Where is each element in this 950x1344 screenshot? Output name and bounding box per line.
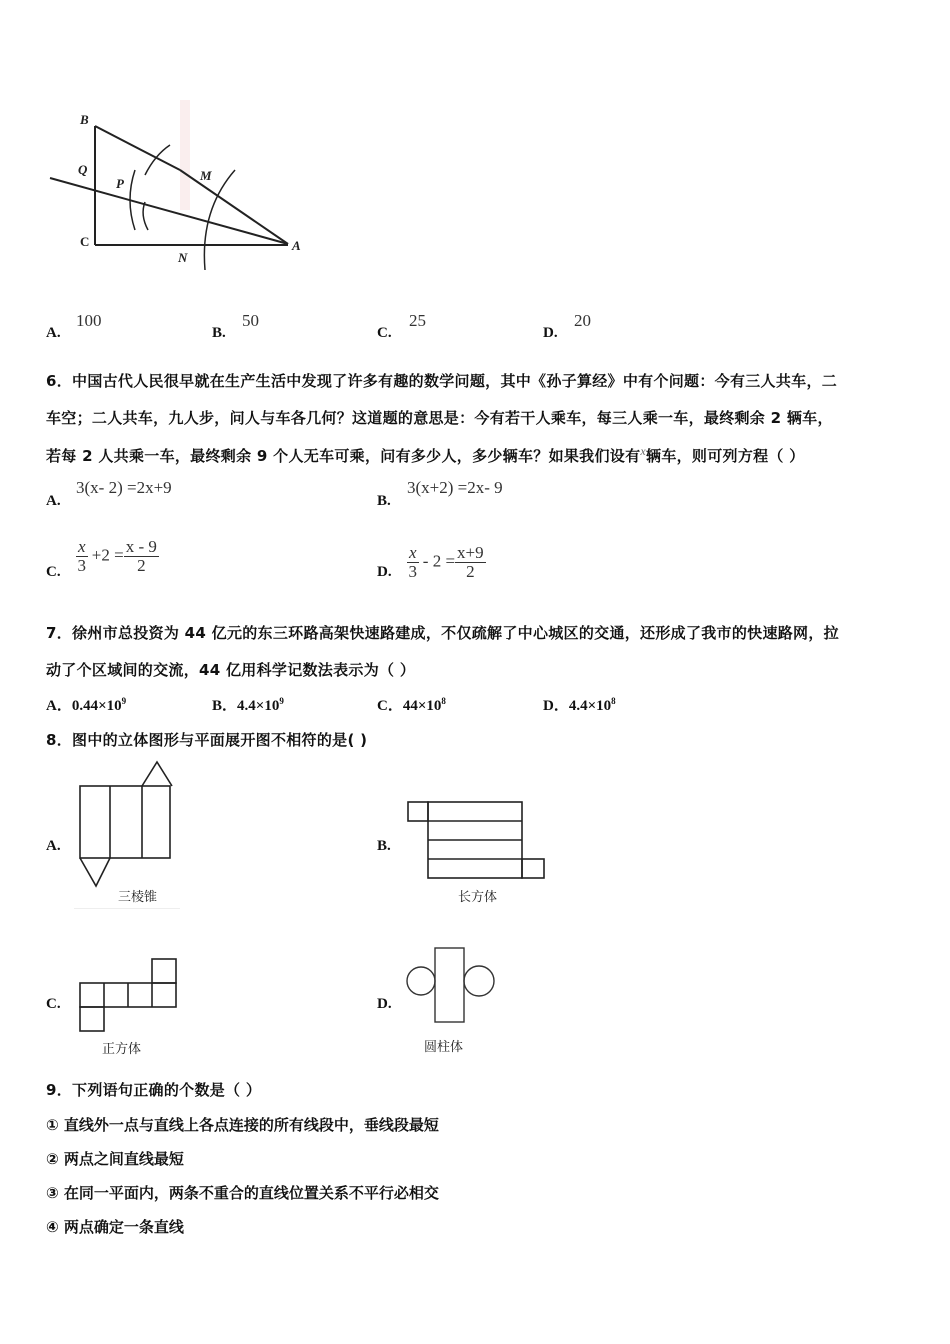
q9-statement-3: ③ 在同一平面内，两条不重合的直线位置关系不平行必相交 bbox=[46, 1184, 439, 1202]
point-label-a: A bbox=[292, 238, 301, 253]
point-label-p: P bbox=[116, 176, 124, 191]
q7-b-letter: B． bbox=[212, 698, 238, 714]
q6-d-den1: 3 bbox=[408, 562, 418, 581]
q6-text-line-1: 6．中国古代人民很早就在生产生活中发现了许多有趣的数学问题，其中《孙子算经》中有个问题：今有三人共车，二 bbox=[46, 372, 838, 390]
q7-option-c[interactable] bbox=[377, 694, 446, 715]
q7-option-a[interactable] bbox=[46, 694, 126, 715]
q8-option-c-net bbox=[74, 954, 182, 1058]
q5-option-b-value: 50 bbox=[242, 311, 259, 330]
q5-option-a-label[interactable]: A. bbox=[46, 325, 61, 341]
q6-d-den2: 2 bbox=[466, 562, 475, 581]
q7-d-letter: D． bbox=[543, 698, 569, 714]
q6-d-frac1 bbox=[407, 544, 419, 581]
q8-option-d-net bbox=[404, 944, 498, 1058]
q7-option-d[interactable] bbox=[543, 694, 616, 715]
q9-statement-1: ① 直线外一点与直线上各点连接的所有线段中，垂线段最短 bbox=[46, 1116, 439, 1134]
q6-option-d-equation bbox=[407, 544, 486, 581]
cuboid-net-icon bbox=[404, 796, 550, 886]
q7-a-base: 0.44×10 bbox=[71, 698, 122, 714]
q8-option-d-label[interactable]: D. bbox=[377, 996, 392, 1012]
q6-text-line-2: 车空；二人共车，九人步，问人与车各几何？这道题的意思是：今有若干人乘车，每三人乘一车，最终剩余 2 辆车， bbox=[46, 409, 833, 427]
q8-b-caption: 长方体 bbox=[458, 890, 498, 905]
q6-option-b-label[interactable]: B. bbox=[377, 493, 391, 509]
q5-option-a-value: 100 bbox=[76, 311, 102, 330]
q7-text-line-2: 动了个区域间的交流，44 亿用科学记数法表示为（ ） bbox=[46, 661, 416, 679]
q6-variable-x: x bbox=[640, 444, 647, 458]
q7-d-exp: 8 bbox=[611, 696, 616, 706]
q6-c-frac2 bbox=[124, 538, 159, 575]
cube-net-icon bbox=[74, 954, 182, 1034]
q6-option-c-equation bbox=[76, 538, 159, 575]
q7-b-base: 4.4×10 bbox=[237, 698, 280, 714]
q6-option-d-label[interactable]: D. bbox=[377, 564, 392, 580]
q7-a-letter: A． bbox=[46, 698, 72, 714]
q6-text-line-3 bbox=[46, 444, 805, 466]
q5-option-c-value: 25 bbox=[409, 311, 426, 330]
q8-d-caption: 圆柱体 bbox=[424, 1040, 464, 1055]
q5-option-d-value: 20 bbox=[574, 311, 591, 330]
q6-d-num1: x bbox=[409, 543, 417, 562]
q8-option-a-label[interactable]: A. bbox=[46, 838, 61, 854]
q6-c-num1: x bbox=[78, 537, 86, 556]
q6-b-lhs: 3(x+2) bbox=[407, 478, 454, 497]
q6-c-num2: x - 9 bbox=[125, 537, 157, 556]
q8-c-caption: 正方体 bbox=[102, 1042, 142, 1057]
q5-option-d-label[interactable]: D. bbox=[543, 325, 558, 341]
q6-d-frac2 bbox=[455, 544, 486, 581]
q6-d-op: - 2 = bbox=[422, 551, 456, 571]
q6-d-num2: x+9 bbox=[457, 543, 484, 562]
q7-option-b[interactable] bbox=[212, 694, 284, 715]
q6-a-lhs: 3(x- 2) bbox=[76, 478, 123, 497]
cylinder-net-icon bbox=[404, 944, 498, 1034]
q9-statement-2: ② 两点之间直线最短 bbox=[46, 1150, 184, 1168]
q7-d-base: 4.4×10 bbox=[568, 698, 612, 714]
q8-a-caption: 三棱锥 bbox=[118, 890, 158, 905]
q7-c-base: 44×10 bbox=[402, 698, 442, 714]
point-label-m: M bbox=[200, 168, 212, 183]
q7-text-line-1: 7．徐州市总投资为 44 亿元的东三环路高架快速路建成，不仅疏解了中心城区的交通，还形成了我市的快速路网，拉 bbox=[46, 624, 839, 642]
q7-a-exp: 9 bbox=[121, 696, 127, 706]
q6-b-rhs: 2x- 9 bbox=[467, 478, 503, 497]
q6-option-c-label[interactable]: C. bbox=[46, 564, 61, 580]
q7-b-exp: 9 bbox=[279, 696, 284, 706]
point-label-n: N bbox=[178, 250, 188, 265]
q6-c-den1: 3 bbox=[77, 556, 87, 575]
q9-statement-4: ④ 两点确定一条直线 bbox=[46, 1218, 184, 1236]
q6-option-b-equation: 3(x+2) =2x- 9 bbox=[407, 478, 503, 497]
point-label-b: B bbox=[80, 112, 89, 127]
point-label-q: Q bbox=[78, 162, 88, 177]
q6-option-a-equation: 3(x- 2) =2x+9 bbox=[76, 478, 172, 497]
q8-option-c-label[interactable]: C. bbox=[46, 996, 61, 1012]
q7-c-letter: C． bbox=[377, 698, 403, 714]
q5-option-c-label[interactable]: C. bbox=[377, 325, 392, 341]
q6-text-line-3a: 若每 2 人共乘一车，最终剩余 9 个人无车可乘，问有多少人，多少辆车？如果我们设有 bbox=[46, 447, 641, 465]
q6-c-den2: 2 bbox=[137, 556, 146, 575]
q5-option-b-label[interactable]: B. bbox=[212, 325, 226, 341]
q5-geometry-figure bbox=[40, 90, 320, 280]
q8-option-b-label[interactable]: B. bbox=[377, 838, 391, 854]
q6-c-frac1 bbox=[76, 538, 88, 575]
q8-option-a-net bbox=[74, 758, 180, 909]
q6-a-rhs: 2x+9 bbox=[136, 478, 172, 497]
q8-title: 8．图中的立体图形与平面展开图不相符的是( ) bbox=[46, 731, 368, 749]
point-label-c: C bbox=[80, 234, 90, 249]
q7-c-exp: 8 bbox=[441, 696, 446, 706]
q6-option-a-label[interactable]: A. bbox=[46, 493, 61, 509]
q9-title: 9．下列语句正确的个数是（ ） bbox=[46, 1081, 262, 1099]
q6-c-op: +2 = bbox=[91, 545, 124, 565]
q8-option-b-net bbox=[404, 796, 550, 908]
q6-text-line-3b: 辆车，则可列方程（ ） bbox=[646, 447, 805, 465]
